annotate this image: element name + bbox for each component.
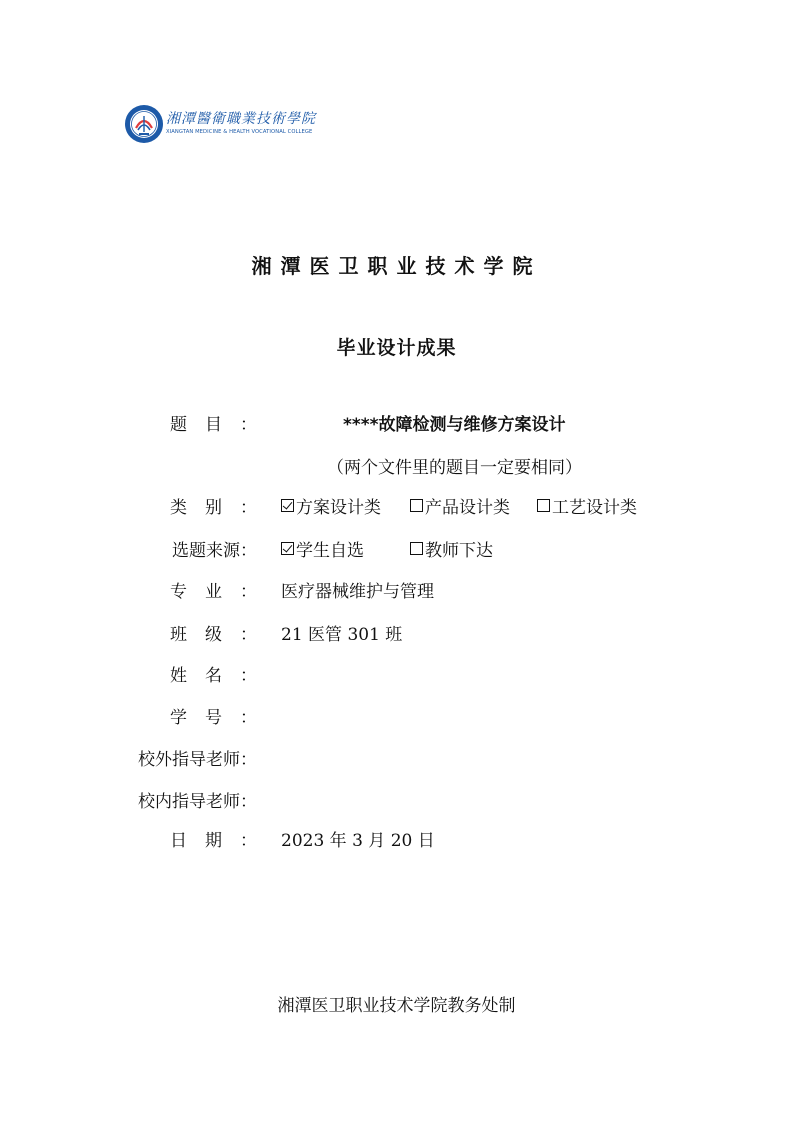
topic-label: 题目： bbox=[170, 415, 257, 435]
unchecked-box-icon[interactable] bbox=[537, 499, 550, 512]
college-logo bbox=[124, 104, 314, 148]
major-value: 医疗器械维护与管理 bbox=[281, 582, 434, 602]
college-name-heading: 湘潭医卫职业技术学院 bbox=[251, 254, 542, 278]
internal-advisor-label: 校内指导老师： bbox=[138, 792, 257, 812]
date-label: 日期： bbox=[170, 831, 257, 851]
checked-box-icon[interactable] bbox=[281, 542, 294, 555]
logo-chinese-name: 湘潭醫衛職業技術學院 bbox=[166, 111, 316, 127]
checked-box-icon[interactable] bbox=[281, 499, 294, 512]
name-label: 姓名： bbox=[170, 666, 257, 686]
category-option-process[interactable]: 工艺设计类 bbox=[537, 493, 637, 518]
category-label: 类别： bbox=[170, 498, 257, 518]
unchecked-box-icon[interactable] bbox=[410, 542, 423, 555]
source-option-teacher[interactable]: 教师下达 bbox=[410, 536, 493, 561]
unchecked-box-icon[interactable] bbox=[410, 499, 423, 512]
document-title: 毕业设计成果 bbox=[336, 337, 457, 359]
category-option-product[interactable]: 产品设计类 bbox=[410, 493, 510, 518]
category-option-scheme[interactable]: 方案设计类 bbox=[281, 493, 381, 518]
topic-value: ****故障检测与维修方案设计 bbox=[343, 415, 566, 435]
topic-note: （两个文件里的题目一定要相同） bbox=[327, 458, 582, 478]
date-value: 2023 年 3 月 20 日 bbox=[281, 831, 435, 851]
student-id-label: 学号： bbox=[170, 708, 257, 728]
external-advisor-label: 校外指导老师： bbox=[138, 750, 257, 770]
logo-english-name: XIANGTAN MEDICINE & HEALTH VOCATIONAL COLLEGE bbox=[166, 129, 313, 135]
class-label: 班级： bbox=[170, 625, 257, 645]
class-value: 21 医管 301 班 bbox=[281, 625, 403, 645]
college-emblem-icon bbox=[124, 104, 164, 144]
issuer-footer: 湘潭医卫职业技术学院教务处制 bbox=[277, 996, 516, 1016]
source-label: 选题来源： bbox=[172, 541, 257, 561]
major-label: 专业： bbox=[170, 582, 257, 602]
source-option-student[interactable]: 学生自选 bbox=[281, 536, 364, 561]
